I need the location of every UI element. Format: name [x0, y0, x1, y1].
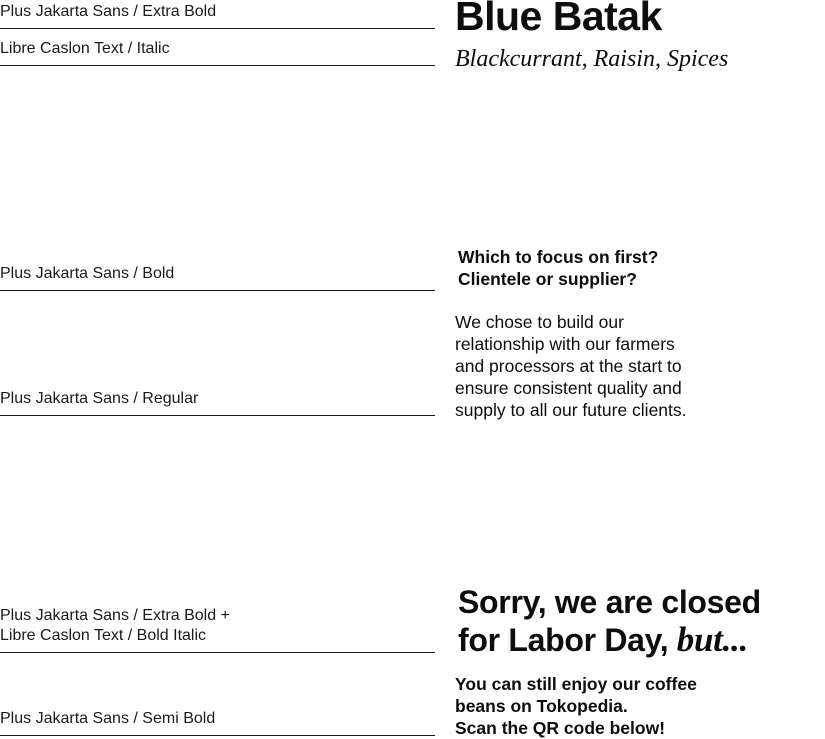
- sample-question-line: Clientele or supplier?: [458, 269, 637, 289]
- specimen-label-extra-bold-combo: Plus Jakarta Sans / Extra Bold + Libre Caslon Text / Bold Italic: [0, 607, 230, 644]
- sample-promo-line: Scan the QR code below!: [455, 718, 666, 738]
- sample-paragraph-line: and processors at the start to: [455, 356, 682, 376]
- closed-heading-line-1: Sorry, we are closed: [458, 584, 761, 620]
- sample-title: Blue Batak: [455, 0, 662, 39]
- sample-promo: [455, 673, 697, 739]
- divider: [0, 65, 435, 66]
- sample-paragraph: [455, 311, 687, 421]
- specimen-label-bold: Plus Jakarta Sans / Bold: [0, 265, 175, 282]
- sample-promo-line: beans on Tokopedia.: [455, 696, 628, 716]
- specimen-label-italic: Libre Caslon Text / Italic: [0, 40, 170, 57]
- sample-paragraph-line: relationship with our farmers: [455, 334, 675, 354]
- sample-question-line: Which to focus on first?: [458, 247, 659, 267]
- sample-paragraph-line: supply to all our future clients.: [455, 400, 687, 420]
- divider: [0, 28, 435, 29]
- divider: [0, 735, 435, 736]
- divider: [0, 652, 435, 653]
- specimen-label-semi-bold: Plus Jakarta Sans / Semi Bold: [0, 710, 216, 727]
- sample-question: [458, 246, 658, 290]
- sample-paragraph-line: We chose to build our: [455, 312, 624, 332]
- sample-tasting-notes: Blackcurrant, Raisin, Spices: [455, 46, 729, 72]
- sample-promo-line: You can still enjoy our coffee: [455, 674, 697, 694]
- divider: [0, 415, 435, 416]
- closed-heading-line-2: [458, 621, 761, 659]
- divider: [0, 290, 435, 291]
- sample-closed-heading: [458, 583, 761, 659]
- sample-paragraph-line: ensure consistent quality and: [455, 378, 682, 398]
- specimen-label-extra-bold: Plus Jakarta Sans / Extra Bold: [0, 3, 217, 20]
- closed-heading-italic: but...: [668, 620, 748, 659]
- closed-heading-main: for Labor Day,: [458, 622, 669, 658]
- specimen-label-regular: Plus Jakarta Sans / Regular: [0, 390, 199, 407]
